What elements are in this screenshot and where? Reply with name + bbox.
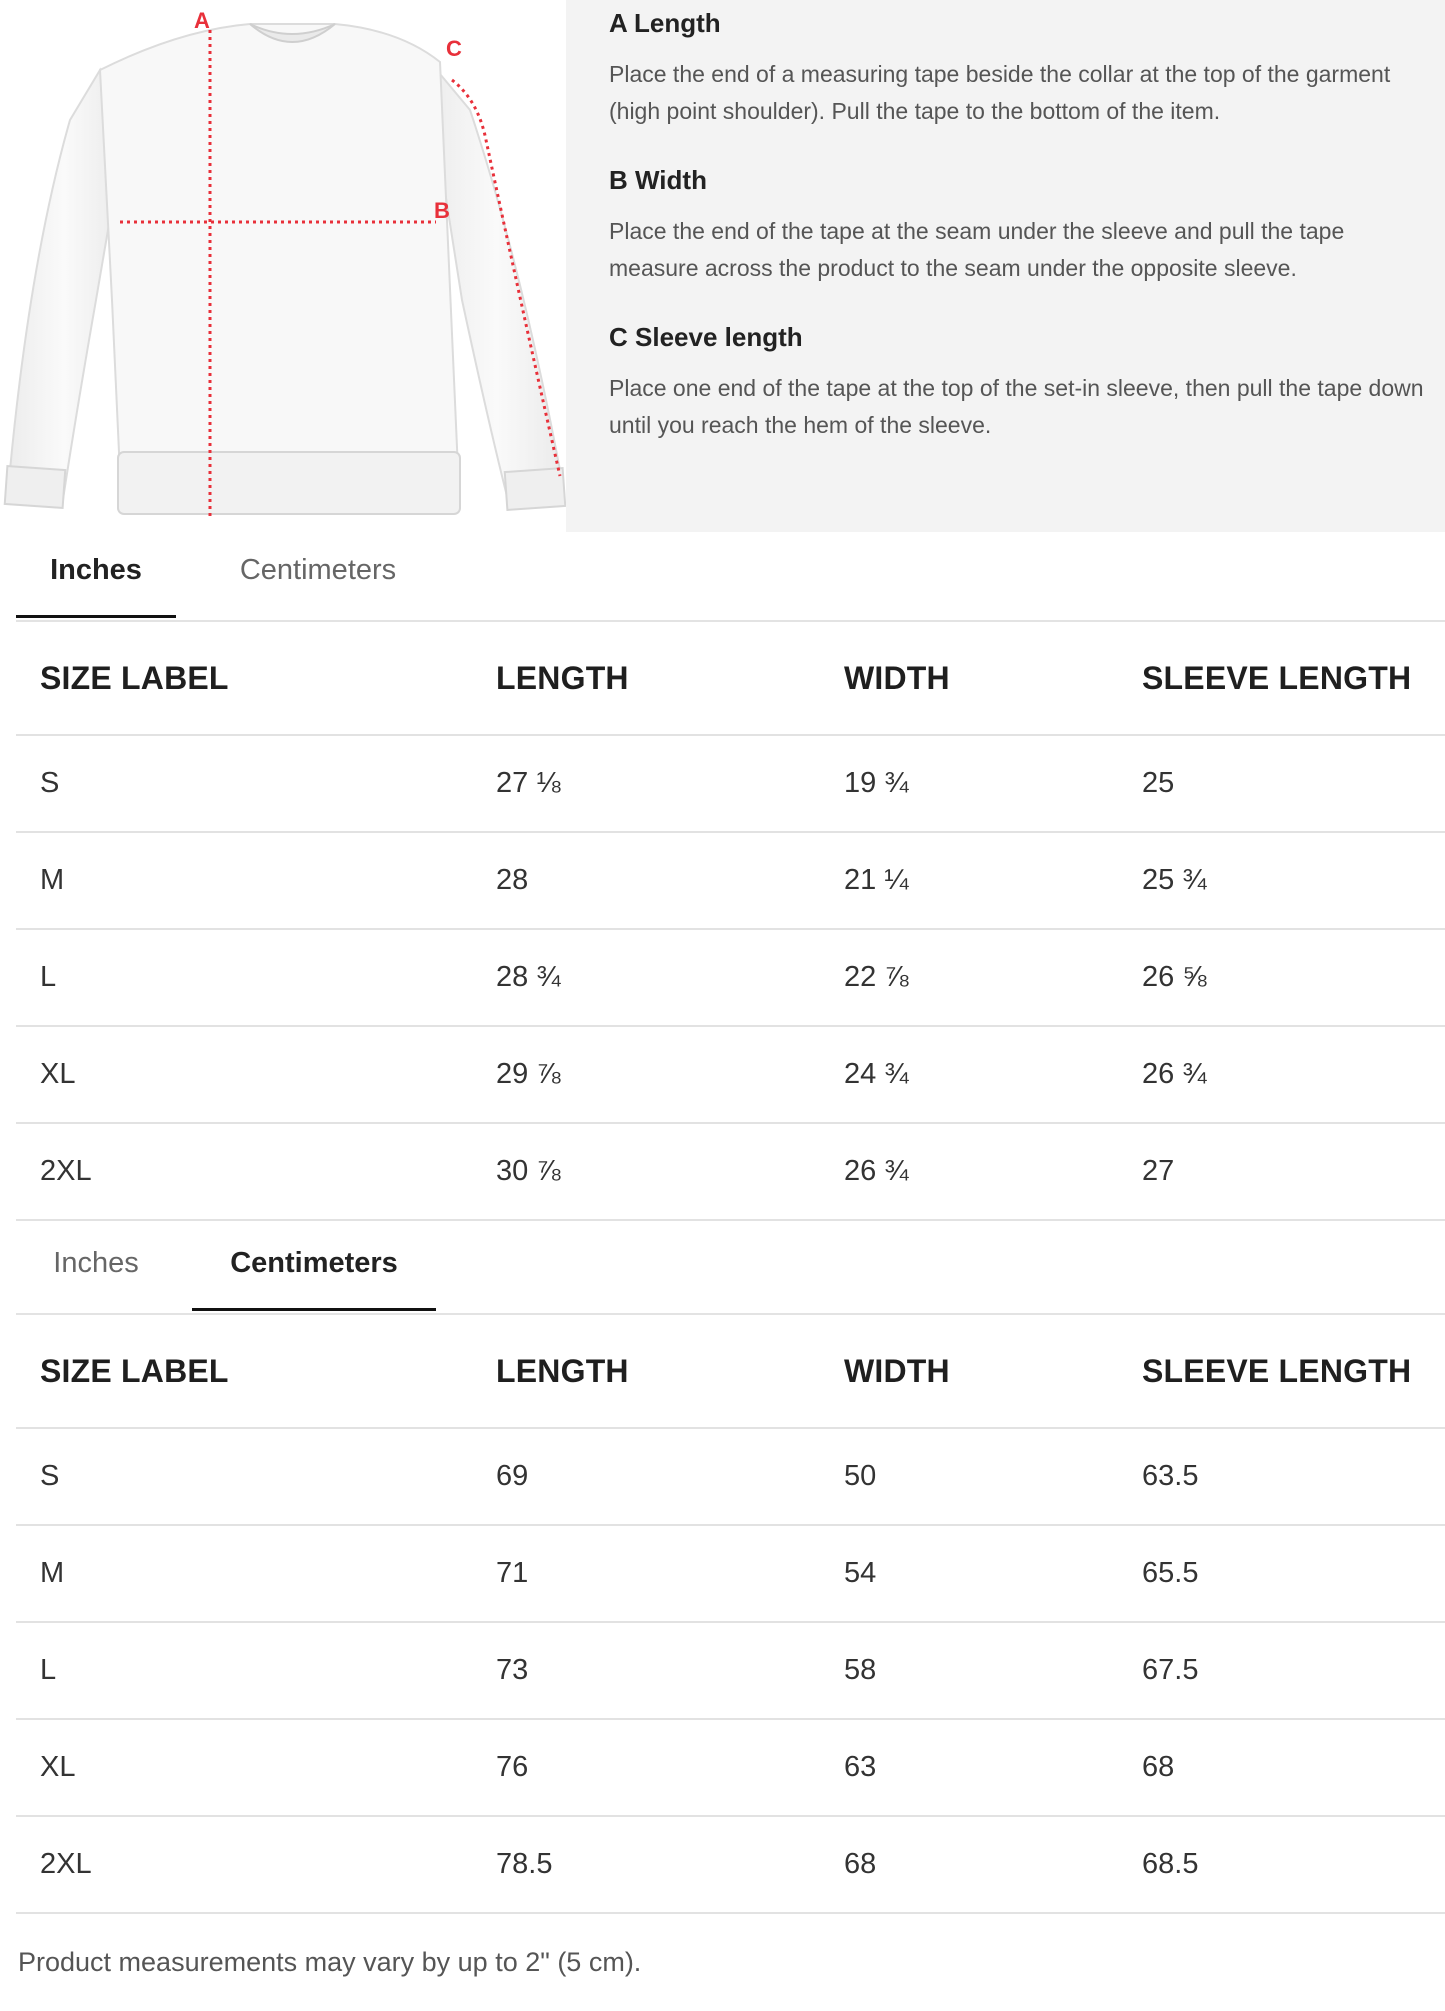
cell-size: S: [16, 1428, 496, 1525]
header-sleeve-length: SLEEVE LENGTH: [1142, 622, 1445, 735]
cell-size: L: [16, 929, 496, 1026]
sweatshirt-diagram: [0, 0, 566, 532]
header-size-label: SIZE LABEL: [16, 1315, 496, 1428]
size-guide-header: [0, 0, 1445, 532]
cell-sleeve: 68.5: [1142, 1816, 1445, 1913]
body: [100, 24, 458, 474]
guide-title-width: B Width: [609, 165, 707, 195]
guide-text-length: Place the end of a measuring tape beside the collar at the top of the garment (high point shoulder). Pull the tape to the bottom of the item.: [609, 61, 1391, 124]
cell-length: 30 ⅞: [496, 1123, 844, 1220]
left-cuff: [5, 466, 66, 508]
cell-length: 28: [496, 832, 844, 929]
cell-length: 69: [496, 1428, 844, 1525]
cell-length: 27 ⅛: [496, 735, 844, 832]
guide-item-width: [609, 165, 1439, 287]
table-row: [16, 1622, 1445, 1719]
cell-width: 21 ¼: [844, 832, 1142, 929]
cell-width: 63: [844, 1719, 1142, 1816]
cell-size: 2XL: [16, 1123, 496, 1220]
sweatshirt-measurement-illustration: [0, 0, 566, 532]
marker-a: A: [194, 8, 210, 33]
cell-width: 24 ¾: [844, 1026, 1142, 1123]
cell-width: 58: [844, 1622, 1142, 1719]
cell-sleeve: 25 ¾: [1142, 832, 1445, 929]
cell-width: 68: [844, 1816, 1142, 1913]
cell-width: 54: [844, 1525, 1142, 1622]
cell-width: 26 ¾: [844, 1123, 1142, 1220]
table-row: [16, 929, 1445, 1026]
guide-item-length: [609, 8, 1439, 130]
guide-text-sleeve: Place one end of the tape at the top of the set-in sleeve, then pull the tape down until you reach the hem of the sleeve.: [609, 375, 1424, 438]
header-length: LENGTH: [496, 1315, 844, 1428]
cell-length: 29 ⅞: [496, 1026, 844, 1123]
cell-length: 28 ¾: [496, 929, 844, 1026]
tab-inches[interactable]: Inches: [16, 535, 176, 618]
guide-item-sleeve: [609, 322, 1439, 444]
marker-c: C: [446, 36, 462, 61]
header-width: WIDTH: [844, 1315, 1142, 1428]
cell-size: XL: [16, 1026, 496, 1123]
table-row: [16, 1525, 1445, 1622]
unit-tabs-bottom: [16, 1228, 1445, 1315]
cell-length: 73: [496, 1622, 844, 1719]
table-header-row: [16, 1315, 1445, 1428]
cell-size: L: [16, 1622, 496, 1719]
table-header-row: [16, 622, 1445, 735]
guide-title-length: A Length: [609, 8, 721, 38]
size-table-inches: [16, 622, 1445, 1221]
cell-sleeve: 63.5: [1142, 1428, 1445, 1525]
table-row: [16, 1719, 1445, 1816]
tab-inches[interactable]: Inches: [53, 1247, 139, 1279]
header-sleeve-length: SLEEVE LENGTH: [1142, 1315, 1445, 1428]
unit-tabs-top: [16, 535, 1445, 622]
tab-centimeters[interactable]: Centimeters: [239, 554, 397, 586]
cell-length: 76: [496, 1719, 844, 1816]
table-row: [16, 832, 1445, 929]
guide-title-sleeve: C Sleeve length: [609, 322, 803, 352]
cell-sleeve: 27: [1142, 1123, 1445, 1220]
cell-sleeve: 25: [1142, 735, 1445, 832]
cell-width: 19 ¾: [844, 735, 1142, 832]
cell-size: XL: [16, 1719, 496, 1816]
tab-centimeters[interactable]: Centimeters: [192, 1228, 436, 1311]
cell-size: S: [16, 735, 496, 832]
guide-text-width: Place the end of the tape at the seam under the sleeve and pull the tape measure across the product to the seam under the opposite sleeve.: [609, 218, 1345, 281]
cell-size: M: [16, 832, 496, 929]
table-row: [16, 1123, 1445, 1220]
table-row: [16, 1816, 1445, 1913]
header-length: LENGTH: [496, 622, 844, 735]
cell-sleeve: 67.5: [1142, 1622, 1445, 1719]
header-size-label: SIZE LABEL: [16, 622, 496, 735]
cell-sleeve: 26 ¾: [1142, 1026, 1445, 1123]
cell-sleeve: 65.5: [1142, 1525, 1445, 1622]
cell-length: 78.5: [496, 1816, 844, 1913]
cell-width: 22 ⅞: [844, 929, 1142, 1026]
cell-sleeve: 26 ⅝: [1142, 929, 1445, 1026]
table-row: [16, 1428, 1445, 1525]
cell-width: 50: [844, 1428, 1142, 1525]
right-cuff: [505, 468, 566, 510]
cell-size: 2XL: [16, 1816, 496, 1913]
table-row: [16, 735, 1445, 832]
marker-b: B: [434, 198, 450, 223]
measurement-disclaimer: Product measurements may vary by up to 2" (5 cm).: [18, 1947, 642, 1977]
table-row: [16, 1026, 1445, 1123]
header-width: WIDTH: [844, 622, 1142, 735]
cell-length: 71: [496, 1525, 844, 1622]
cell-size: M: [16, 1525, 496, 1622]
measurement-guide: [566, 0, 1445, 532]
cell-sleeve: 68: [1142, 1719, 1445, 1816]
size-table-centimeters: [16, 1315, 1445, 1914]
waistband: [118, 452, 460, 514]
